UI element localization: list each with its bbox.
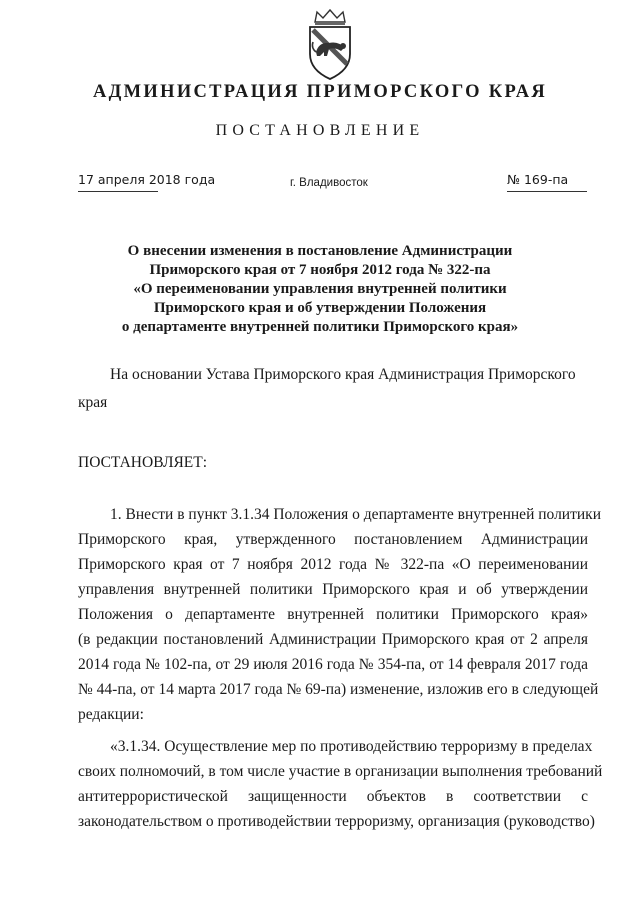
paragraph1-line: 1. Внести в пункт 3.1.34 Положения о департаменте внутренней политики	[110, 506, 601, 523]
title-line: Приморского края от 7 ноября 2012 года № 322-па	[149, 262, 491, 278]
document-city: г. Владивосток	[290, 177, 368, 189]
document-date: 17 апреля 2018 года	[78, 172, 216, 187]
coat-of-arms-icon	[299, 8, 361, 82]
paragraph1-line: Приморского края от 7 ноября 2012 года № 322-па «О переименовании	[78, 556, 588, 573]
paragraph1-line: 2014 года № 102-па, от 29 июля 2016 года № 354-па, от 14 февраля 2017 года	[78, 656, 588, 673]
paragraph2-line: антитеррористической защищенности объектов в соответствии с	[78, 788, 588, 805]
paragraph1-line: Приморского края, утвержденного постановлением Администрации	[78, 531, 588, 548]
paragraph1-line: управления внутренней политики Приморского края и об утверждении	[78, 581, 588, 598]
paragraph1-line: Положения о департаменте внутренней политики Приморского края»	[78, 606, 588, 623]
document-number: № 169-па	[507, 172, 569, 187]
date-underline	[78, 191, 158, 192]
document-title	[0, 242, 640, 337]
paragraph2-line: «3.1.34. Осуществление мер по противодействию терроризму в пределах	[110, 738, 593, 755]
main-text	[78, 502, 603, 834]
title-line: Приморского края и об утверждении Положения	[153, 300, 487, 316]
paragraph1-line: № 44-па, от 14 марта 2017 года № 69-па) изменение, изложив его в следующей	[78, 681, 599, 698]
basis-text-line: На основании Устава Приморского края Администрация Приморского	[110, 366, 576, 383]
document-type: ПОСТАНОВЛЕНИЕ	[215, 122, 425, 139]
title-line: о департаменте внутренней политики Приморского края»	[121, 319, 519, 335]
paragraph1-line: (в редакции постановлений Администрации Приморского края от 2 апреля	[78, 631, 588, 648]
basis-text-line: края	[78, 394, 108, 411]
organization-title: АДМИНИСТРАЦИЯ ПРИМОРСКОГО КРАЯ	[92, 82, 548, 102]
paragraph1-line: редакции:	[78, 706, 144, 723]
title-line: О внесении изменения в постановление Администрации	[127, 243, 513, 259]
paragraph2-line: своих полномочий, в том числе участие в организации выполнения требований	[78, 763, 603, 780]
resolve-heading: ПОСТАНОВЛЯЕТ:	[78, 454, 208, 471]
paragraph2-line: законодательством о противодействии терроризму, организация (руководство)	[78, 813, 595, 830]
number-underline	[507, 191, 587, 192]
title-line: «О переименовании управления внутренней политики	[133, 281, 507, 297]
